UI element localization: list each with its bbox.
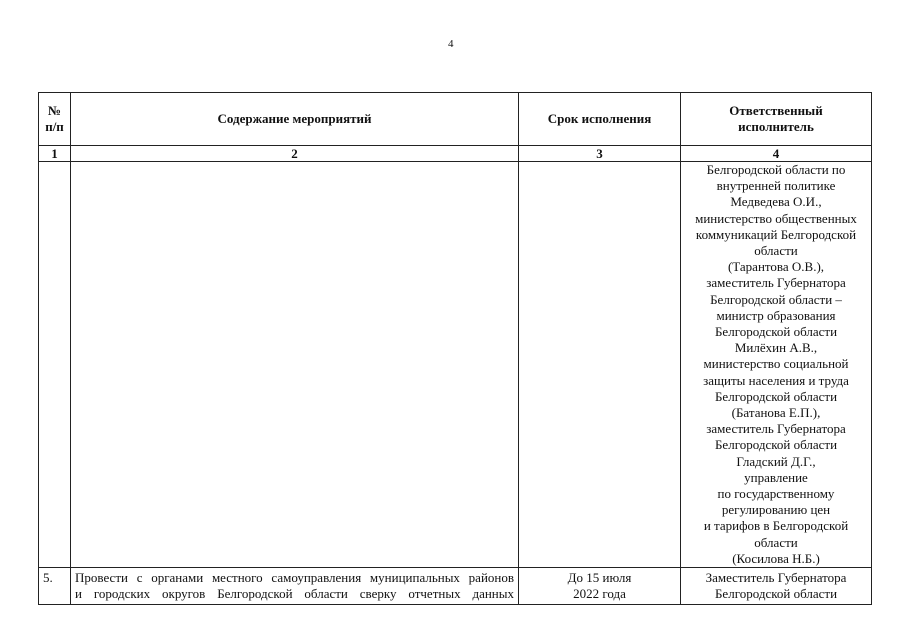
table-row-continued [39,162,872,568]
column-number-row [39,146,872,162]
responsible-line: министр образования [716,307,836,323]
responsible-line: регулированию цен [721,502,831,518]
cell-responsible [681,568,872,605]
header-row [39,93,872,146]
header-responsible: Ответственный исполнитель [681,93,872,146]
responsible-line: по государственному [717,486,835,502]
responsible-line: Гладский Д.Г., [736,453,816,469]
responsible-line: (Тарантова О.В.), [727,259,825,275]
cell-content-empty [71,162,519,568]
responsible-line: внутренней политике [716,178,836,194]
responsible-line: заместитель Губернатора [706,421,846,437]
content-line: и городских округов Белгородской области сверку отчетных данных [75,586,514,602]
cell-deadline [519,568,681,605]
cell-num: 5. [39,568,71,605]
events-table [38,92,872,605]
responsible-line: министерство социальной [703,356,849,372]
header-content: Содержание мероприятий [71,93,519,146]
content-line: Провести с органами местного самоуправления муниципальных районов [75,570,514,586]
responsible-line: министерство общественных [695,210,857,226]
column-number: 3 [519,146,681,162]
responsible-line: Белгородской области [714,586,838,602]
responsible-line: заместитель Губернатора [706,275,846,291]
responsible-line: (Батанова Е.П.), [731,405,821,421]
deadline-line: 2022 года [573,586,626,602]
cell-responsible [681,162,872,568]
responsible-line: коммуникаций Белгородской [695,226,857,242]
column-number: 4 [681,146,872,162]
responsible-line: Белгородской области – [710,291,842,307]
header-num: № п/п [39,93,71,146]
deadline-line: До 15 июля [567,570,632,586]
responsible-line: Медведева О.И., [730,194,822,210]
column-number: 2 [71,146,519,162]
table-row-5 [39,568,872,605]
cell-content [71,568,519,605]
cell-deadline-empty [519,162,681,568]
responsible-line: Белгородской области [714,324,838,340]
responsible-line: Белгородской области [714,437,838,453]
page-number: 4 [448,38,454,50]
responsible-line: защиты населения и труда [703,372,849,388]
cell-num-empty [39,162,71,568]
responsible-line: Милёхин А.В., [734,340,818,356]
responsible-line: Белгородской области по [706,162,846,177]
responsible-line: области [754,534,798,550]
responsible-line: (Косилова Н.Б.) [732,550,820,566]
header-deadline: Срок исполнения [519,93,681,146]
responsible-line: области [754,243,798,259]
responsible-line: управление [744,469,808,485]
responsible-line: Белгородской области [714,388,838,404]
responsible-line: Заместитель Губернатора [705,570,847,586]
responsible-line: и тарифов в Белгородской [703,518,849,534]
column-number: 1 [39,146,71,162]
